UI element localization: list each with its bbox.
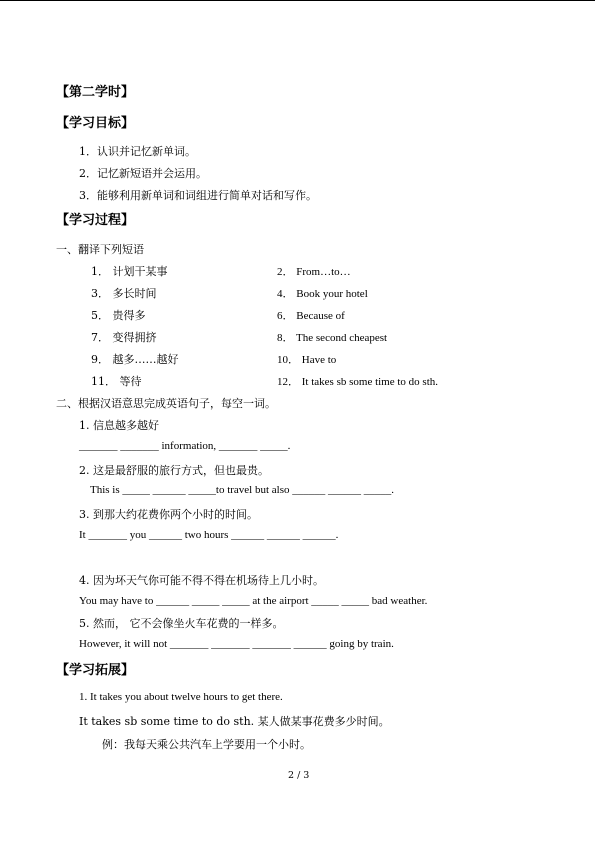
part1-title: 一、翻译下列短语: [56, 243, 144, 256]
question-chinese: 3. 到那大约花费你两个小时的时间。: [79, 508, 258, 521]
question-chinese: 2. 这是最舒服的旅行方式，但也最贵。: [79, 464, 269, 477]
phrase-item: 8． The second cheapest: [277, 332, 388, 344]
section-heading-extension: 【学习拓展】: [56, 663, 135, 678]
phrase-item: 2． From…to…: [277, 266, 351, 278]
phrase-item: 10． Have to: [277, 354, 337, 366]
question-chinese: 5. 然而， 它不会像坐火车花费的一样多。: [79, 617, 284, 630]
extension-item: It takes sb some time to do sth. 某人做某事花费多少时间。: [79, 715, 390, 728]
phrase-item: 9． 越多……越好: [91, 353, 179, 366]
phrase-item: 6． Because of: [277, 310, 345, 322]
question-english: You may have to ______ _____ _____ at the airport _____ _____ bad weather.: [79, 595, 428, 607]
phrase-item: 12． It takes sb some time to do sth.: [277, 376, 439, 388]
section-heading-process: 【学习过程】: [56, 213, 135, 228]
question-english: However, it will not _______ _______ _______ ______ going by train.: [79, 638, 394, 650]
question-english: This is _____ ______ _____to travel but also ______ ______ _____.: [90, 484, 395, 496]
phrase-item: 5． 贵得多: [91, 309, 146, 322]
section-heading-lesson: 【第二学时】: [56, 85, 135, 100]
goal-item: 1．认识并记忆新单词。: [79, 145, 196, 158]
phrase-item: 11． 等待: [91, 375, 142, 388]
phrase-item: 4． Book your hotel: [277, 288, 368, 300]
extension-example: 例：我每天乘公共汽车上学要用一个小时。: [102, 738, 311, 751]
part2-title: 二、根据汉语意思完成英语句子，每空一词。: [56, 397, 276, 410]
question-chinese: 4. 因为坏天气你可能不得不得在机场待上几小时。: [79, 574, 324, 587]
phrase-item: 7． 变得拥挤: [91, 331, 157, 344]
question-english: It _______ you ______ two hours ______ ______ ______.: [79, 529, 339, 541]
page-number: 2 / 3: [288, 770, 310, 781]
phrase-item: 3． 多长时间: [91, 287, 157, 300]
goal-item: 3．能够利用新单词和词组进行简单对话和写作。: [79, 189, 317, 202]
goal-item: 2．记忆新短语并会运用。: [79, 167, 207, 180]
top-border-line: [0, 0, 595, 1]
extension-item: 1. It takes you about twelve hours to get there.: [79, 691, 283, 703]
question-chinese: 1. 信息越多越好: [79, 419, 159, 432]
question-english: _______ _______ information, _______ _____.: [79, 440, 291, 452]
phrase-item: 1． 计划干某事: [91, 265, 168, 278]
section-heading-goals: 【学习目标】: [56, 116, 135, 131]
